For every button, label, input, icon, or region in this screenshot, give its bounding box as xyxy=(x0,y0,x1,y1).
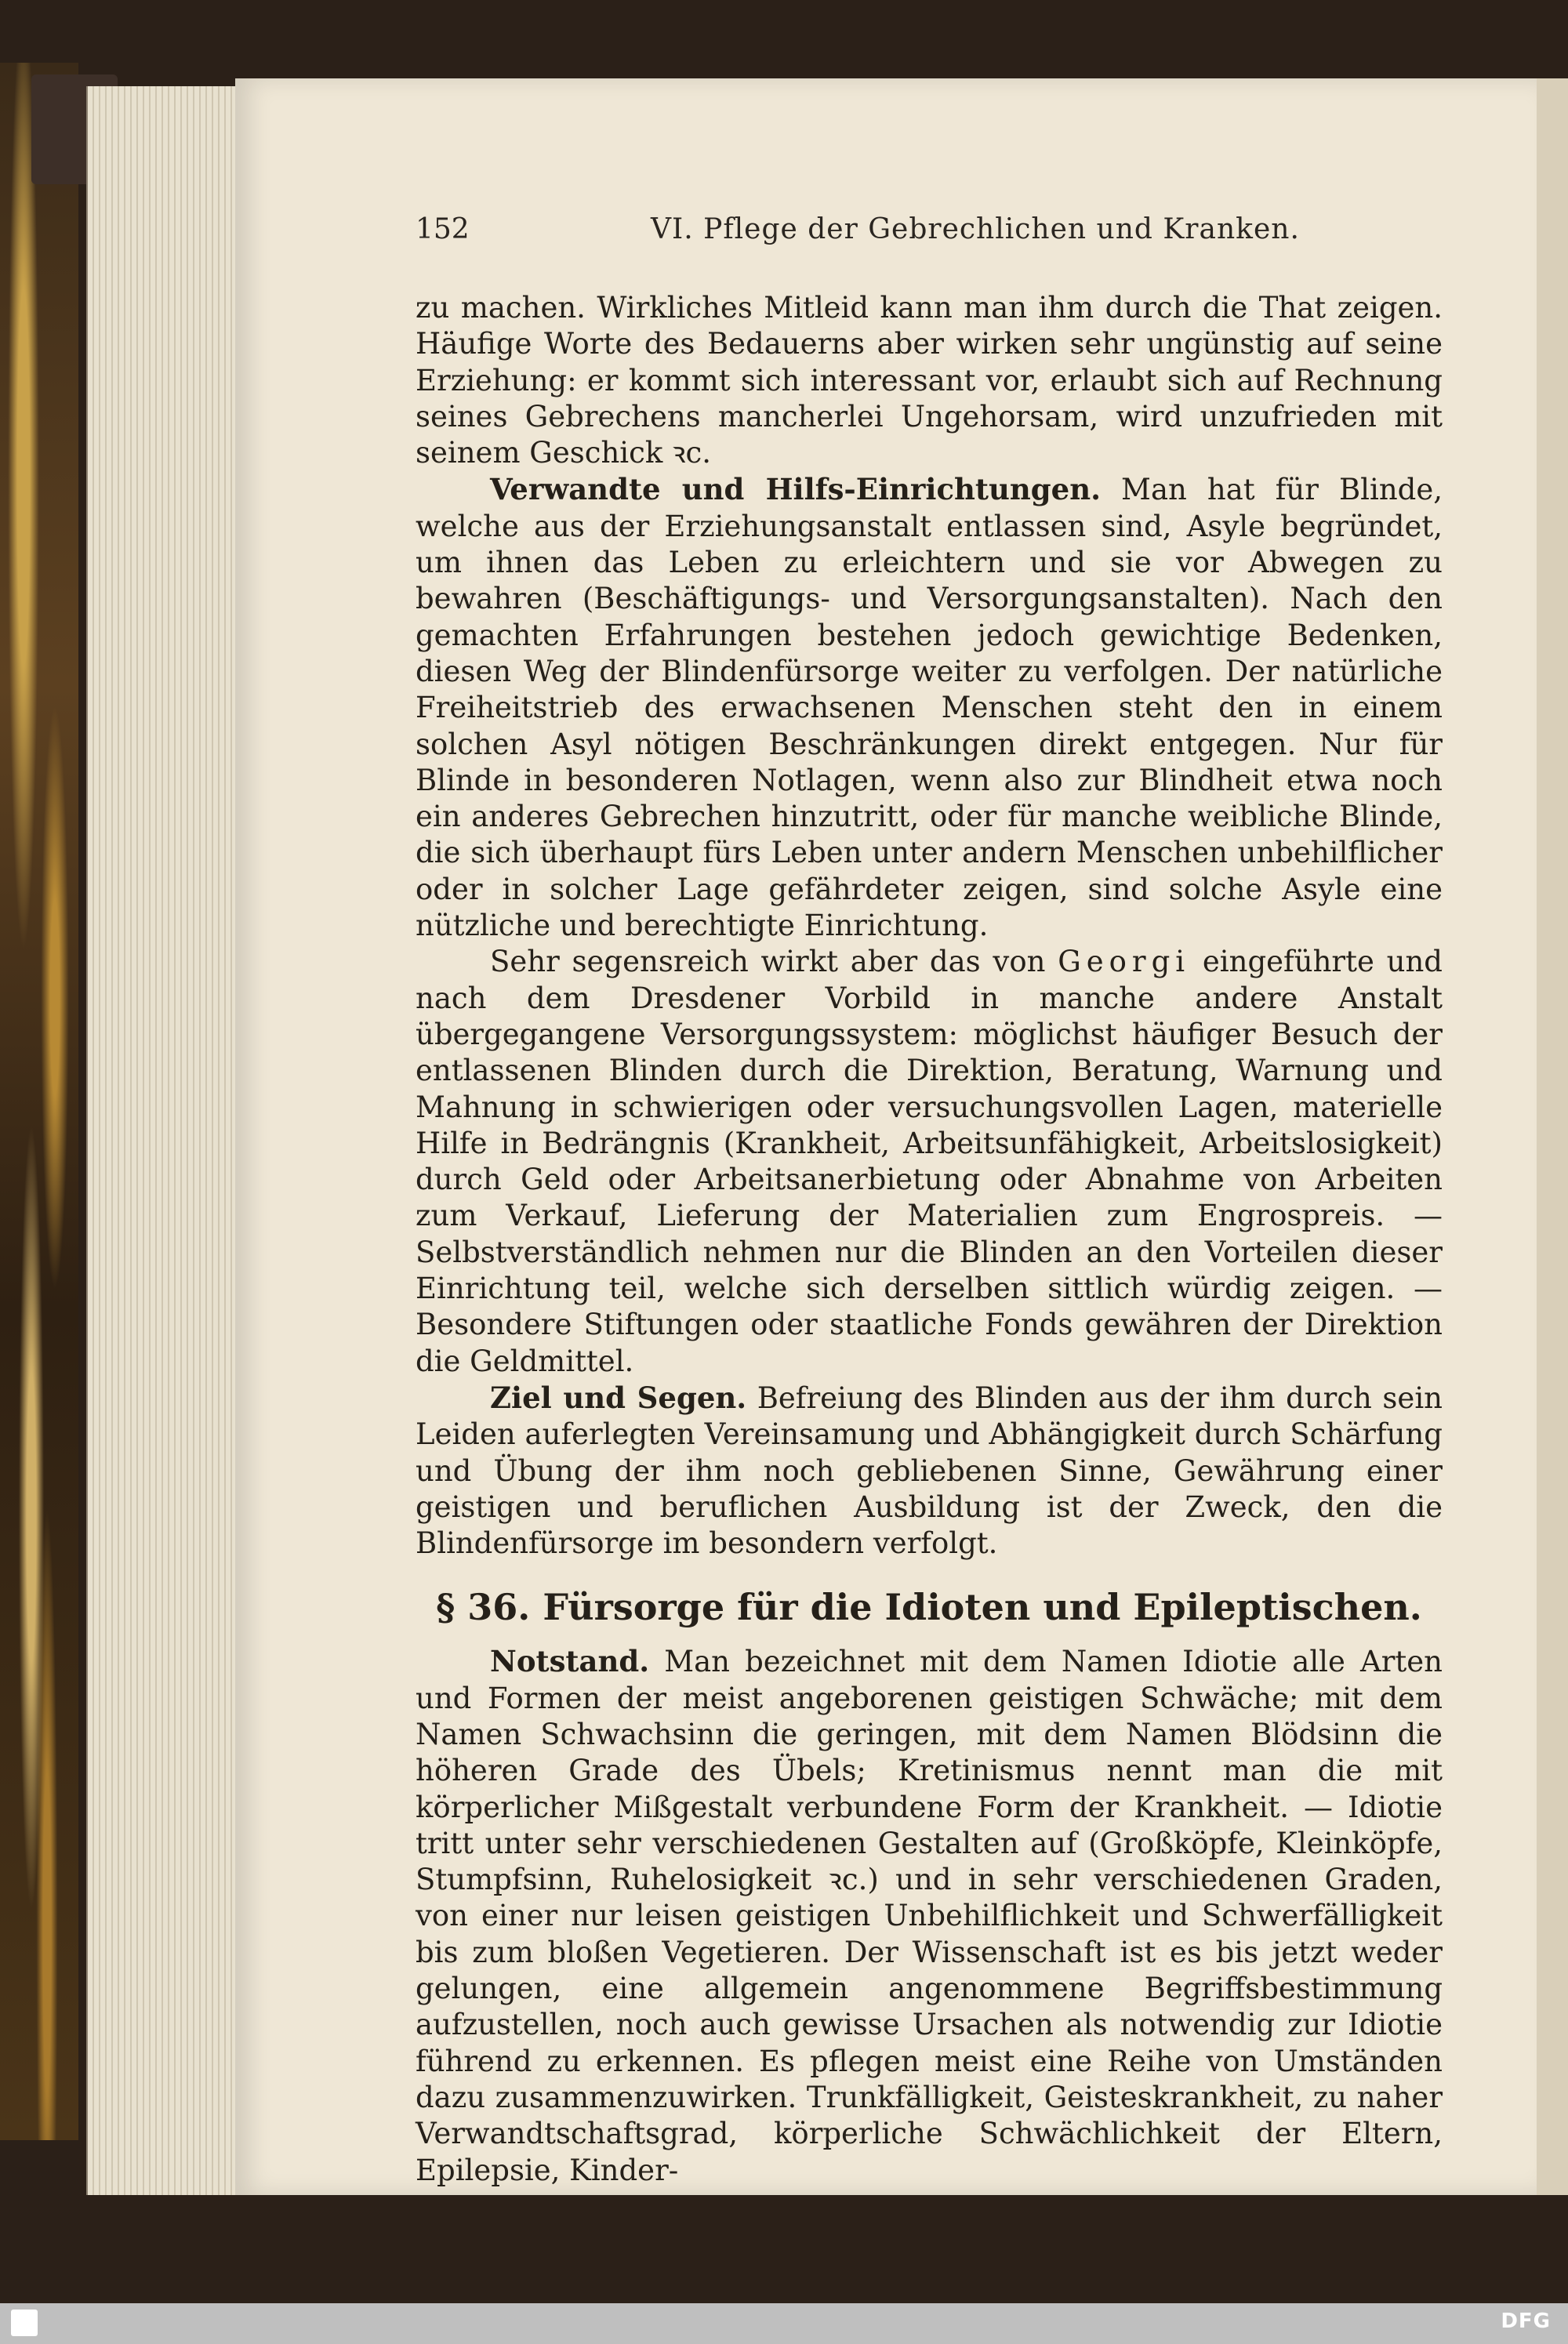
paragraph-text: Sehr segensreich wirkt aber das von xyxy=(490,945,1058,979)
running-head xyxy=(416,213,1458,252)
run-in-heading: Notstand. xyxy=(490,1644,650,1679)
paragraph-text: zu machen. Wirkliches Mitleid kann man ihm durch die That zeigen. Häufige Worte des Bedauerns aber wirken sehr ungünstig auf seine Erziehung: er kommt sich interessant vor, erlaubt sich auf Rechnung seines Gebrechens mancherlei Ungehorsam, wird unzufrieden mit seinem Geschick ꝛc. xyxy=(416,291,1443,470)
next-page-edge xyxy=(1537,78,1568,2195)
book-cover-marbled xyxy=(0,63,78,2140)
paragraph-text: Befreiung des Blinden aus der ihm durch sein Leiden auferlegten Vereinsamung und Abhängigkeit durch Schärfung und Übung der ihm noch gebliebenen Sinne, Gewährung einer geistigen und beruflichen Ausbildung ist der Zweck, den die Blindenfürsorge im besondern verfolgt. xyxy=(416,1381,1443,1561)
section-heading: § 36. Fürsorge für die Idioten und Epileptischen. xyxy=(436,1586,1422,1629)
paragraph xyxy=(416,290,1443,471)
viewer-footer-bar xyxy=(0,2303,1568,2344)
dfg-logo: DFG xyxy=(1501,2310,1551,2333)
library-logo-icon xyxy=(11,2310,38,2336)
body-text xyxy=(416,290,1443,2189)
paragraph xyxy=(416,944,1443,1380)
chapter-title: VI. Pflege der Gebrechlichen und Kranken. xyxy=(651,213,1300,245)
paragraph xyxy=(416,1643,1443,2188)
emphasized-name: Georgi xyxy=(1058,945,1191,979)
paragraph-text: Man hat für Blinde, welche aus der Erziehungsanstalt entlassen sind, Asyle begründet, um ihnen das Leben zu erleichtern und sie vor Abwegen zu bewahren (Beschäftigungs- und Versorgungsanstalten). Nach den gemachten Erfahrungen bestehen jedoch gewichtige Bedenken, diesen Weg der Blindenfürsorge weiter zu verfolgen. Der natürliche Freiheitstrieb des erwachsenen Menschen steht den in einem solchen Asyl nötigen Beschränkungen direkt entgegen. Nur für Blinde in besonderen Notlagen, wenn also zur Blindheit etwa noch ein anderes Gebrechen hinzutritt, oder für manche weibliche Blinde, die sich überhaupt fürs Leben unter andern Menschen unbehilflicher oder in solcher Lage gefährdeter zeigen, sind solche Asyle eine nützliche und berechtigte Einrichtung. xyxy=(416,473,1443,943)
paragraph-text: eingeführte und nach dem Dresdener Vorbild in manche andere Anstalt übergegangene Versorgungssystem: möglichst häufiger Besuch der entlassenen Blinden durch die Direktion, Beratung, Warnung und Mahnung in schwierigen oder versuchungsvollen Lagen, materielle Hilfe in Bedrängnis (Krankheit, Arbeitsunfähigkeit, Arbeitslosigkeit) durch Geld oder Arbeitsanerbietung oder Abnahme von Arbeiten zum Verkauf, Lieferung der Materialien zum Engrospreis. — Selbstverständlich nehmen nur die Blinden an den Vorteilen dieser Einrichtung teil, welche sich derselben sittlich würdig zeigen. — Besondere Stiftungen oder staatliche Fonds gewähren der Direktion die Geldmittel. xyxy=(416,945,1443,1378)
paragraph-text: Man bezeichnet mit dem Namen Idiotie alle Arten und Formen der meist angeborenen geistigen Schwäche; mit dem Namen Schwachsinn die geringen, mit dem Namen Blödsinn die höheren Grade des Übels; Kretinismus nennt man die mit körperlicher Mißgestalt verbundene Form der Krankheit. — Idiotie tritt unter sehr verschiedenen Gestalten auf (Großköpfe, Kleinköpfe, Stumpfsinn, Ruhelosigkeit ꝛc.) und in sehr verschiedenen Graden, von einer nur leisen geistigen Unbehilflichkeit und Schwerfälligkeit bis zum bloßen Vegetieren. Der Wissenschaft ist es bis jetzt weder gelungen, eine allgemein angenommene Begriffsbestimmung aufzustellen, noch auch gewisse Ursachen als notwendig zur Idiotie führend zu erkennen. Es pflegen meist eine Reihe von Umständen dazu zusammenzuwirken. Trunkfälligkeit, Geisteskrankheit, zu naher Verwandtschaftsgrad, körperliche Schwächlichkeit der Eltern, Epilepsie, Kinder- xyxy=(416,1645,1443,2187)
run-in-heading: Verwandte und Hilfs-Einrichtungen. xyxy=(490,472,1101,507)
paragraph xyxy=(416,471,1443,944)
paragraph xyxy=(416,1380,1443,1562)
page-number: 152 xyxy=(416,213,470,245)
run-in-heading: Ziel und Segen. xyxy=(490,1380,747,1415)
page-edges xyxy=(86,86,252,2195)
